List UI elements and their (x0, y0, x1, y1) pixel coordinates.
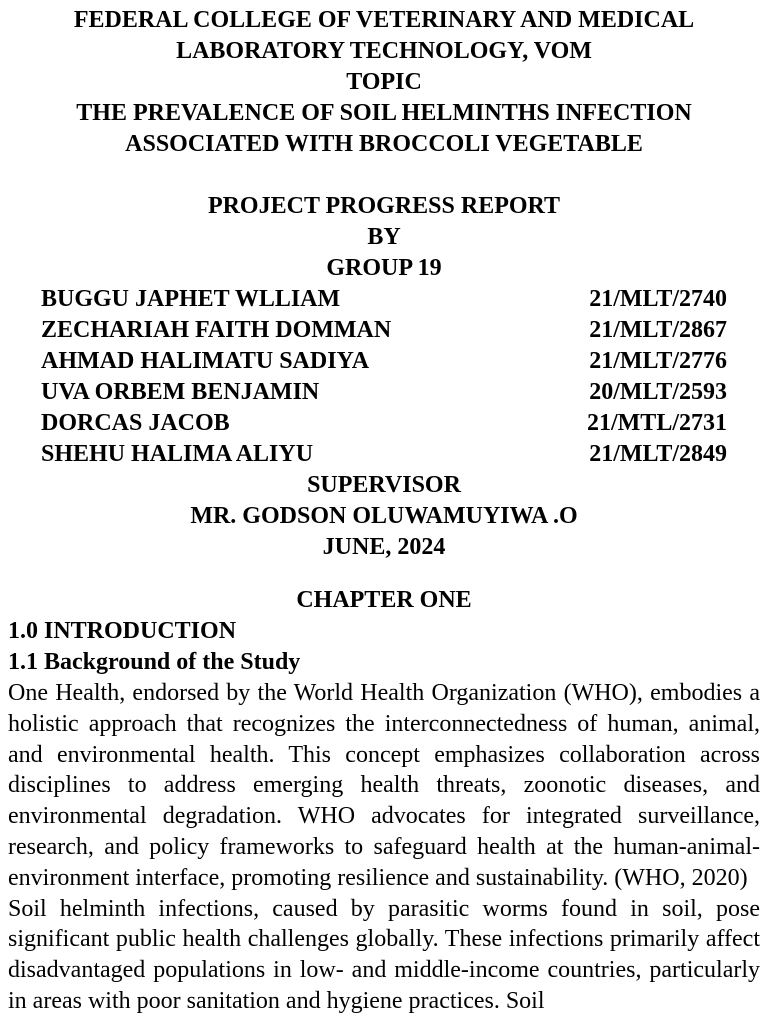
spacer (0, 563, 768, 585)
member-id: 21/MLT/2776 (589, 348, 727, 374)
section-heading: 1.0 INTRODUCTION (8, 618, 237, 644)
supervisor-label: SUPERVISOR (307, 472, 461, 498)
member-row (0, 439, 768, 470)
subsection-heading: 1.1 Background of the Study (8, 649, 301, 675)
member-row (0, 408, 768, 439)
member-name: UVA ORBEM BENJAMIN (41, 379, 320, 405)
member-name: SHEHU HALIMA ALIYU (41, 441, 314, 467)
supervisor-name: MR. GODSON OLUWAMUYIWA .O (190, 503, 578, 529)
member-name: AHMAD HALIMATU SADIYA (41, 348, 370, 374)
body-paragraph-1: One Health, endorsed by the World Health Organization (WHO), embodies a holistic approach that recognizes the interconnectedness of human, animal, and environmental health. This concept emphasizes collaboration across disciplines to address emerging health threats, zoonotic diseases, and environmental degradation. WHO advocates for integrated surveillance, research, and policy frameworks to safeguard health at the human-animal-environment interface, promoting resilience and sustainability. (WHO, 2020) (8, 680, 760, 891)
report-title: PROJECT PROGRESS REPORT (207, 193, 561, 219)
institution-line-2: LABORATORY TECHNOLOGY, VOM (176, 38, 592, 64)
topic-line-2: ASSOCIATED WITH BROCCOLI VEGETABLE (125, 131, 643, 157)
member-id: 21/MLT/2740 (589, 286, 727, 312)
spacer (0, 160, 768, 191)
member-name: ZECHARIAH FAITH DOMMAN (41, 317, 392, 343)
report-date: JUNE, 2024 (322, 534, 446, 560)
topic-label: TOPIC (346, 69, 422, 95)
report-by: BY (367, 224, 401, 250)
document-page (0, 5, 768, 1017)
member-id: 21/MLT/2867 (589, 317, 727, 343)
member-row (0, 315, 768, 346)
chapter-title: CHAPTER ONE (296, 587, 472, 613)
member-id: 21/MLT/2849 (589, 441, 727, 467)
institution-line-1: FEDERAL COLLEGE OF VETERINARY AND MEDICAL (73, 7, 695, 33)
group-number: GROUP 19 (326, 255, 442, 281)
member-id: 21/MTL/2731 (586, 410, 727, 436)
member-name: DORCAS JACOB (41, 410, 230, 436)
member-id: 20/MLT/2593 (589, 379, 727, 405)
topic-line-1: THE PREVALENCE OF SOIL HELMINTHS INFECTION (76, 100, 692, 126)
member-name: BUGGU JAPHET WLLIAM (41, 286, 341, 312)
member-row (0, 284, 768, 315)
body-paragraph-2: Soil helminth infections, caused by parasitic worms found in soil, pose significant public health challenges globally. These infections primarily affect disadvantaged populations in low- and middle-income countries, particularly in areas with poor sanitation and hygiene practices. Soil (8, 895, 760, 1014)
member-row (0, 346, 768, 377)
member-row (0, 377, 768, 408)
member-list (0, 284, 768, 470)
